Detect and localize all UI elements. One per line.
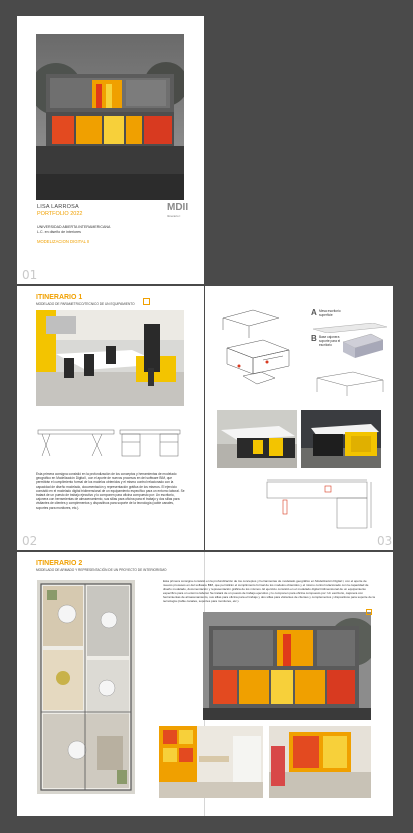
itinerario2-body-text: Esta primera consigna consistió en la profundización de los conceptos y herramientas de modelado geográfico en Modelización Digital I, con el aporte de nuevos procesos en del software BIM, que permitirán el cumplimiento formal de los modelos obtenidos y el mismo control relacionado con la capacidad de diseño modelado, documentación y representación gráfica de los mismos. El ejercicio consistió en el modelado digital tridimensional de un equipamiento específico para un entorno laboral. Se tratará de un puesto de trabajo ejecutivo y lo componen para oficina compuesto por: Un escritorio, cajonera con herramientas de almacenamiento, sus sillas para oficina para el trabajo y dos sillas para visitantes de clientes y complementos y dispositivos para soporte de la tecnología (cable canales, soportes para monitores, etc.). bbox=[163, 580, 375, 603]
interior-render-left bbox=[159, 726, 263, 798]
itinerario2-subtitle: MODELADO DE ARMADO Y REPRESENTACIÓN DE UN PROYECTO DE INTERIORISMO bbox=[36, 568, 167, 572]
cover-facade-image bbox=[36, 34, 184, 200]
desk-render-right bbox=[301, 410, 381, 468]
itinerario2-title: ITINERARIO 2 bbox=[36, 560, 83, 567]
spread2-page bbox=[17, 552, 393, 816]
cover-page-number: 01 bbox=[22, 268, 38, 282]
cover-university: UNIVERSIDAD ABIERTA INTERAMERICANA bbox=[37, 225, 111, 229]
desk-plan-drawing bbox=[263, 476, 383, 536]
cover-author: LISA LARROSA bbox=[37, 204, 79, 210]
cover-degree: L.C. en diseño de interiores bbox=[37, 230, 81, 234]
spread1-left-page bbox=[17, 286, 204, 550]
cover-portfolio: PORTFOLIO 2022 bbox=[37, 211, 83, 217]
callout-b-letter: B bbox=[311, 334, 317, 343]
cover-logo-sub: Itinerario I bbox=[167, 214, 181, 218]
itinerario1-body-text: Esta primera consigna consistió en la profundización de los conceptos y herramientas de modelado geográfico en Modelización Digital I, con el aporte de nuevos procesos en del software BIM, que permitirán el cumplimiento formal de los modelos obtenidos y el mismo control relacionado con la capacidad de diseño modelado, documentación y representación gráfica de los mismos. El ejercicio consistió en el modelado digital tridimensional de un equipamiento específico para un entorno laboral. Se tratará de un puesto de trabajo ejecutivo y lo componen para oficina compuesto por: Un escritorio, cajonera con herramientas de almacenamiento, sus sillas para oficina para el trabajo y dos sillas para visitantes de clientes y complementos y dispositivos para soporte de la tecnología (cable canales, soportes para monitores, etc.). bbox=[36, 472, 185, 510]
callout-b-panel-image bbox=[341, 332, 385, 362]
office-desk-render bbox=[36, 310, 184, 406]
itinerario1-subtitle: MODELADO DE PARAMETRICO/TECNICO DE UN EQUIPAMIENTO bbox=[36, 302, 135, 306]
callout-a-panel-image bbox=[313, 320, 387, 330]
interior-render-right bbox=[269, 726, 371, 798]
cover-page bbox=[17, 16, 204, 284]
itinerario2-badge bbox=[366, 609, 372, 615]
callout-a-letter: A bbox=[311, 308, 317, 317]
cover-logo: MDII bbox=[167, 202, 189, 213]
floor-plan-render bbox=[37, 580, 135, 794]
callout-b-text: Base cajonera soporte para el escritorio bbox=[319, 335, 341, 348]
itinerario1-title: ITINERARIO 1 bbox=[36, 294, 83, 301]
spread1-left-page-number: 02 bbox=[22, 534, 38, 548]
facade-render bbox=[203, 612, 371, 720]
desk-outline-sketch bbox=[313, 368, 387, 398]
desk-render-left bbox=[217, 410, 297, 468]
itinerario1-badge bbox=[143, 298, 150, 305]
spread1-right-page-number: 03 bbox=[377, 534, 393, 548]
callout-a-text: Mesa escritorio superficie bbox=[319, 309, 341, 318]
desk-exploded-diagram bbox=[213, 304, 303, 394]
spread1-right-page bbox=[205, 286, 393, 550]
cover-course: MODELIZACION DIGITAL II bbox=[37, 239, 90, 244]
desk-technical-drawings bbox=[36, 426, 184, 460]
